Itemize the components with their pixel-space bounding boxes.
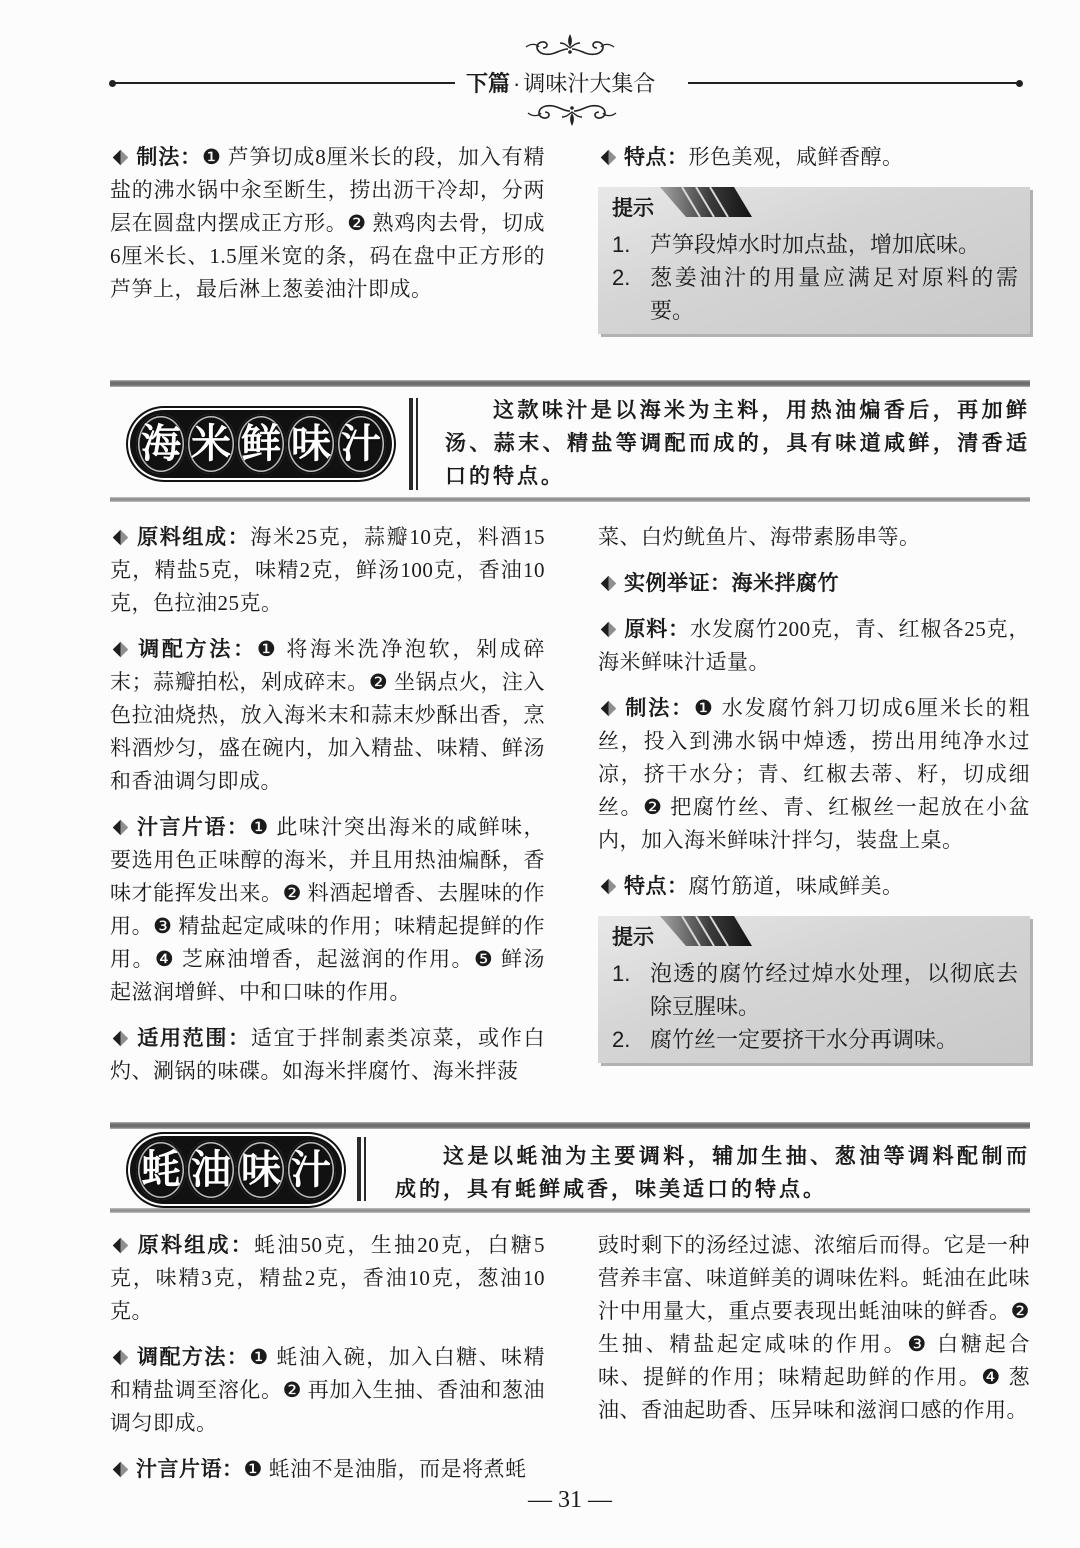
title-badge-char: 鲜 bbox=[236, 414, 286, 474]
tip-box bbox=[598, 916, 1030, 1063]
tip-box bbox=[598, 187, 1030, 334]
section-title-vertical-rule bbox=[357, 1137, 366, 1201]
paragraph-example-features bbox=[598, 870, 1030, 903]
bullet-diamond-icon bbox=[113, 150, 129, 166]
title-badge-char: 味 bbox=[286, 414, 336, 474]
paragraph-example-method bbox=[598, 692, 1030, 857]
paragraph-text: 海米25克，蒜瓣10克，料酒15克，精盐5克，味精2克，鲜汤100克，香油10克，色拉油25克。 bbox=[110, 525, 546, 615]
bullet-diamond-icon bbox=[113, 1462, 129, 1478]
tip-item bbox=[612, 261, 1018, 327]
tip-heading: 提示 bbox=[612, 197, 654, 220]
section-2-right-column bbox=[598, 1229, 1030, 1440]
title-badge-char: 蚝 bbox=[136, 1140, 186, 1200]
tip-decoration-icon bbox=[660, 187, 752, 219]
header-line-left bbox=[112, 82, 455, 84]
tip-item-text: 腐竹丝一定要挤干水分再调味。 bbox=[650, 1027, 959, 1052]
header-separator: · bbox=[513, 71, 521, 96]
page-number: — 31 — bbox=[528, 1487, 612, 1513]
header-title: 调味汁大集合 bbox=[523, 71, 656, 96]
paragraph-text: ❶ 蚝油不是油脂，而是将煮蚝 bbox=[243, 1457, 527, 1481]
paragraph-text: 水发腐竹200克，青、红椒各25克，海米鲜味汁适量。 bbox=[598, 617, 1031, 674]
paragraph-label: 制法： bbox=[624, 697, 694, 720]
tip-heading-row bbox=[612, 923, 1018, 957]
section-divider-bottom bbox=[110, 497, 1030, 502]
paragraph-notes bbox=[110, 811, 545, 1009]
paragraph-ingredients bbox=[110, 1229, 545, 1328]
paragraph-example bbox=[598, 567, 1030, 600]
paragraph-preparation bbox=[110, 633, 545, 798]
paragraph-continuation bbox=[598, 521, 1030, 554]
paragraph-label: 适用范围： bbox=[136, 1027, 251, 1050]
paragraph-label: 原料组成： bbox=[136, 526, 251, 549]
paragraph-text: ❶ 蚝油入碗，加入白糖、味精和精盐调至溶化。❷ 再加入生抽、香油和葱油调匀即成。 bbox=[110, 1345, 546, 1435]
bullet-diamond-icon bbox=[601, 879, 617, 895]
tip-item-number: 2. bbox=[612, 265, 631, 290]
title-badge-char: 汁 bbox=[286, 1140, 336, 1200]
paragraph-label: 原料组成： bbox=[136, 1234, 254, 1257]
tip-item-number: 1. bbox=[612, 232, 631, 257]
paragraph-label: 实例举证： bbox=[624, 572, 732, 595]
tip-heading-row bbox=[612, 194, 1018, 228]
section-divider-top bbox=[110, 1122, 1030, 1129]
paragraph-text: ❶ 将海米洗净泡软，剁成碎末；蒜瓣拍松，剁成碎末。❷ 坐锅点火，注入色拉油烧热，放入海米末和蒜末炒酥出香，烹料酒炒匀，盛在碗内，加入精盐、味精、鲜汤和香油调匀即成。 bbox=[110, 637, 546, 793]
bullet-diamond-icon bbox=[113, 1031, 129, 1047]
section-1-left-column bbox=[110, 521, 545, 1101]
bullet-diamond-icon bbox=[113, 820, 129, 836]
paragraph-label: 特点： bbox=[624, 875, 689, 898]
paragraph-text: 豉时剩下的汤经过滤、浓缩后而得。它是一种营养丰富、味道鲜美的调味佐料。蚝油在此味汁中用量大，重点要表现出蚝油味的鲜香。❷ 生抽、精盐起定咸味的作用。❸ 白糖起合味、提鲜的作用；味精起助鲜的作用。❹ 葱油、香油起助香、压异味和滋润口感的作用。 bbox=[598, 1233, 1030, 1422]
paragraph-features bbox=[598, 141, 1030, 174]
tip-item bbox=[612, 1023, 1018, 1056]
section-intro: 这款味汁是以海米为主料，用热油煸香后，再加鲜汤、蒜末、精盐等调配而成的，具有味道咸鲜，清香适口的特点。 bbox=[445, 397, 1030, 488]
section-2-left-column bbox=[110, 1229, 545, 1499]
paragraph-label: 原料： bbox=[624, 618, 691, 641]
title-badge-char: 米 bbox=[186, 414, 236, 474]
tip-item-number: 2. bbox=[612, 1027, 631, 1052]
header-line-right bbox=[688, 82, 1018, 84]
paragraph-text: 腐竹筋道，味咸鲜美。 bbox=[688, 874, 904, 898]
bullet-diamond-icon bbox=[601, 150, 617, 166]
paragraph-usage bbox=[110, 1022, 545, 1088]
paragraph-preparation bbox=[110, 1341, 545, 1440]
paragraph-label: 制法： bbox=[136, 146, 202, 169]
header-part: 下篇 bbox=[466, 71, 511, 96]
paragraph-text: 适宜于拌制素类凉菜，或作白灼、涮锅的味碟。如海米拌腐竹、海米拌菠 bbox=[110, 1026, 546, 1083]
paragraph-label: 调配方法： bbox=[136, 638, 257, 661]
section-title-vertical-rule bbox=[409, 398, 418, 490]
title-badge-char: 海 bbox=[136, 414, 186, 474]
paragraph-text: 蚝油50克，生抽20克，白糖5克，味精3克，精盐2克，香油10克，葱油10克。 bbox=[110, 1233, 545, 1323]
top-left-column bbox=[110, 141, 545, 319]
tip-item bbox=[612, 228, 1018, 261]
example-dish-name: 海米拌腐竹 bbox=[731, 572, 839, 595]
running-header bbox=[466, 70, 655, 98]
paragraph-method bbox=[110, 141, 545, 306]
paragraph-notes bbox=[110, 1453, 545, 1486]
header-line-dot-right bbox=[1016, 80, 1023, 87]
paragraph-example-ingredients bbox=[598, 613, 1030, 679]
bullet-diamond-icon bbox=[113, 642, 129, 658]
paragraph-label: 汁言片语： bbox=[136, 1458, 244, 1481]
paragraph-text: ❶ 芦笋切成8厘米长的段，加入有精盐的沸水锅中汆至断生，捞出沥干冷却，分两层在圆盘内摆成正方形。❷ 熟鸡肉去骨，切成6厘米长、1.5厘米宽的条，码在盘中正方形的芦笋上，最后淋上葱姜油汁即成。 bbox=[110, 145, 545, 301]
paragraph-text: 菜、白灼鱿鱼片、海带素肠串等。 bbox=[598, 525, 921, 549]
paragraph-ingredients bbox=[110, 521, 545, 620]
tip-item-number: 1. bbox=[612, 961, 631, 986]
paragraph-continuation bbox=[598, 1229, 1030, 1427]
top-right-column bbox=[598, 141, 1030, 334]
title-badge-char: 油 bbox=[186, 1140, 236, 1200]
paragraph-label: 汁言片语： bbox=[136, 816, 250, 839]
header-ornament-bottom-icon bbox=[522, 98, 622, 130]
bullet-diamond-icon bbox=[601, 701, 617, 717]
paragraph-text: 形色美观，咸鲜香醇。 bbox=[688, 145, 904, 169]
bullet-diamond-icon bbox=[113, 530, 129, 546]
tip-item bbox=[612, 957, 1018, 1023]
paragraph-label: 调配方法： bbox=[136, 1346, 250, 1369]
tip-decoration-icon bbox=[660, 916, 752, 948]
bullet-diamond-icon bbox=[113, 1238, 129, 1254]
paragraph-label: 特点： bbox=[624, 146, 689, 169]
bullet-diamond-icon bbox=[601, 576, 617, 592]
bullet-diamond-icon bbox=[113, 1350, 129, 1366]
title-badge-char: 汁 bbox=[336, 414, 386, 474]
paragraph-text: ❶ 此味汁突出海米的咸鲜味，要选用色正味醇的海米，并且用热油煸酥，香味才能挥发出来。❷ 料酒起增香、去腥味的作用。❸ 精盐起定咸味的作用；味精起提鲜的作用。❹ 芝麻油增香，起滋润的作用。❺ 鲜汤起滋润增鲜、中和口味的作用。 bbox=[110, 815, 546, 1004]
section-title-badge bbox=[130, 410, 392, 478]
tip-item-text: 芦笋段焯水时加点盐，增加底味。 bbox=[650, 232, 981, 257]
tip-item-text: 葱姜油汁的用量应满足对原料的需要。 bbox=[650, 265, 1018, 323]
header-ornament-top-icon bbox=[520, 30, 620, 62]
paragraph-text: ❶ 水发腐竹斜刀切成6厘米长的粗丝，投入到沸水锅中焯透，捞出用纯净水过凉，挤干水分；青、红椒去蒂、籽，切成细丝。❷ 把腐竹丝、青、红椒丝一起放在小盆内，加入海米鲜味汁拌匀，装盘上桌。 bbox=[598, 696, 1031, 852]
title-badge-char: 味 bbox=[236, 1140, 286, 1200]
section-1-right-column bbox=[598, 521, 1030, 1063]
tip-item-text: 泡透的腐竹经过焯水处理，以彻底去除豆腥味。 bbox=[650, 961, 1018, 1019]
bullet-diamond-icon bbox=[601, 622, 617, 638]
section-intro: 这是以蚝油为主要调料，辅加生抽、葱油等调料配制而成的，具有蚝鲜咸香，味美适口的特点。 bbox=[395, 1143, 1030, 1201]
section-divider-bottom bbox=[110, 1208, 1030, 1213]
section-divider-top bbox=[110, 380, 1030, 387]
tip-heading: 提示 bbox=[612, 926, 654, 949]
section-title-badge bbox=[130, 1136, 342, 1204]
